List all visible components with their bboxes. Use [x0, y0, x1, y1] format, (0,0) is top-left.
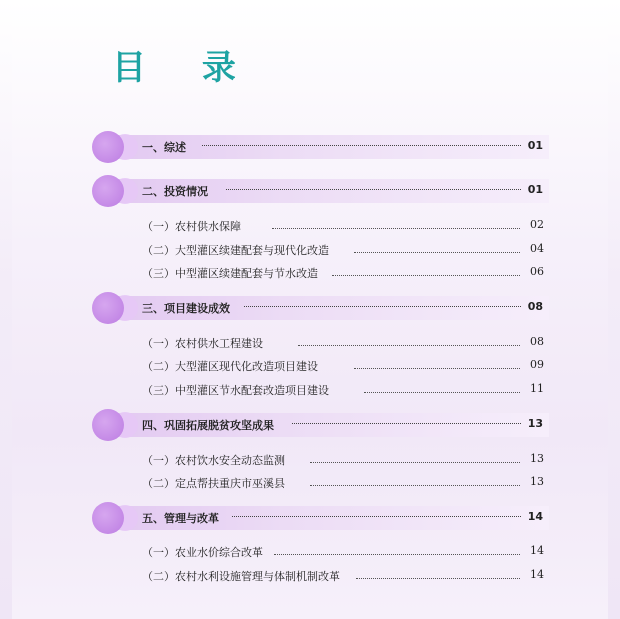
section-bubble	[92, 292, 124, 324]
subitem-page: 09	[530, 358, 544, 371]
toc-subitem[interactable]	[142, 216, 544, 236]
subitem-page: 14	[530, 544, 544, 557]
leader-dots	[332, 275, 520, 276]
section-bubble	[92, 131, 124, 163]
leader-dots	[292, 423, 521, 424]
subitem-label: （一）农村饮水安全动态监测	[142, 454, 285, 467]
subitem-label: （三）中型灌区续建配套与节水改造	[142, 267, 318, 280]
subitem-label: （一）农村供水保障	[142, 220, 241, 233]
section-label: 五、管理与改革	[142, 512, 219, 525]
section-bubble	[92, 502, 124, 534]
toc-section[interactable]	[92, 175, 549, 207]
section-page: 14	[527, 510, 543, 523]
leader-dots	[356, 578, 520, 579]
subitem-label: （二）大型灌区现代化改造项目建设	[142, 360, 318, 373]
section-label: 四、巩固拓展脱贫攻坚成果	[142, 419, 274, 432]
leader-dots	[226, 189, 521, 190]
leader-dots	[310, 462, 520, 463]
subitem-page: 11	[530, 382, 544, 395]
section-label: 三、项目建设成效	[142, 302, 230, 315]
subitem-label: （一）农村供水工程建设	[142, 337, 263, 350]
toc-subitem[interactable]	[142, 380, 544, 400]
subitem-page: 08	[530, 335, 544, 348]
leader-dots	[274, 554, 520, 555]
subitem-label: （三）中型灌区节水配套改造项目建设	[142, 384, 329, 397]
subitem-page: 13	[530, 452, 544, 465]
leader-dots	[354, 368, 520, 369]
section-page: 13	[527, 417, 543, 430]
subitem-page: 13	[530, 475, 544, 488]
subitem-page: 04	[530, 242, 544, 255]
toc-section[interactable]	[92, 292, 549, 324]
section-label: 一、综述	[142, 141, 186, 154]
toc-subitem[interactable]	[142, 473, 544, 493]
leader-dots	[272, 228, 520, 229]
toc-section[interactable]	[92, 409, 549, 441]
leader-dots	[364, 392, 520, 393]
toc-subitem[interactable]	[142, 542, 544, 562]
toc-subitem[interactable]	[142, 333, 544, 353]
toc-section[interactable]	[92, 131, 549, 163]
toc-subitem[interactable]	[142, 450, 544, 470]
subitem-page: 06	[530, 265, 544, 278]
subitem-page: 14	[530, 568, 544, 581]
subitem-label: （二）农村水利设施管理与体制机制改革	[142, 570, 340, 583]
leader-dots	[232, 516, 521, 517]
leader-dots	[244, 306, 521, 307]
page-title: 目 录	[112, 48, 258, 88]
toc-section[interactable]	[92, 502, 549, 534]
leader-dots	[202, 145, 521, 146]
toc-subitem[interactable]	[142, 263, 544, 283]
section-page: 01	[527, 183, 543, 196]
section-bubble	[92, 175, 124, 207]
section-bubble	[92, 409, 124, 441]
subitem-label: （一）农业水价综合改革	[142, 546, 263, 559]
subitem-page: 02	[530, 218, 544, 231]
toc-subitem[interactable]	[142, 356, 544, 376]
section-page: 01	[527, 139, 543, 152]
subitem-label: （二）大型灌区续建配套与现代化改造	[142, 244, 329, 257]
toc-subitem[interactable]	[142, 240, 544, 260]
leader-dots	[298, 345, 520, 346]
leader-dots	[354, 252, 520, 253]
toc-subitem[interactable]	[142, 566, 544, 586]
subitem-label: （二）定点帮扶重庆市巫溪县	[142, 477, 285, 490]
section-page: 08	[527, 300, 543, 313]
section-label: 二、投资情况	[142, 185, 208, 198]
leader-dots	[310, 485, 520, 486]
